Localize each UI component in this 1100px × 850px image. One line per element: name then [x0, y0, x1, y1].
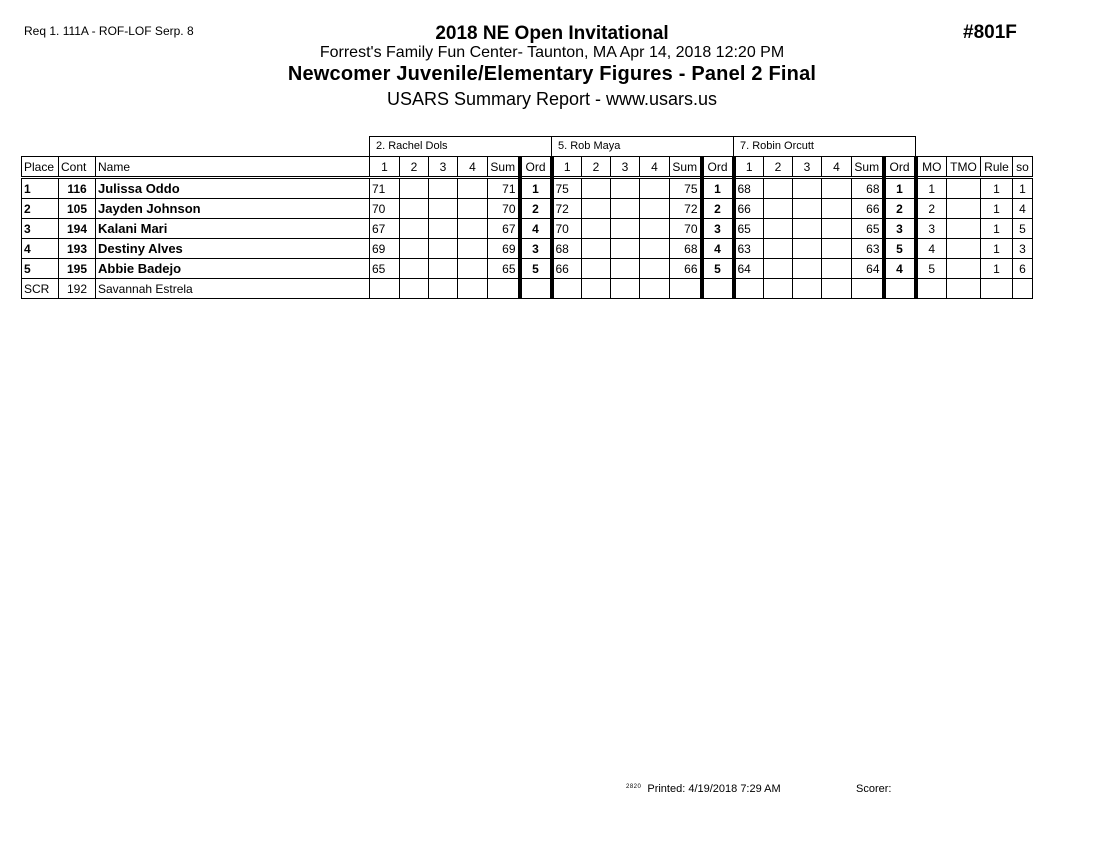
request-label: Req 1. 111A - ROF-LOF Serp. 8	[24, 24, 194, 38]
table-row	[22, 239, 1033, 259]
score-2	[582, 199, 611, 219]
col-judge3-4: 4	[822, 157, 852, 178]
so-cell: 3	[1013, 239, 1033, 259]
score-3	[793, 199, 822, 219]
contestant-number: 116	[59, 178, 96, 199]
score-sum: 65	[488, 259, 520, 279]
col-judge2-2: 2	[582, 157, 611, 178]
score-3	[429, 239, 458, 259]
mo-cell: 5	[916, 259, 947, 279]
results-table	[21, 136, 1033, 299]
ordinal: 2	[520, 199, 552, 219]
score-sum	[488, 279, 520, 299]
score-1: 71	[370, 178, 400, 199]
score-sum	[670, 279, 702, 299]
score-4	[822, 279, 852, 299]
contestant-number: 195	[59, 259, 96, 279]
ordinal: 4	[702, 239, 734, 259]
score-2	[400, 199, 429, 219]
score-3	[611, 199, 640, 219]
score-sum: 67	[488, 219, 520, 239]
col-judge3-sum: Sum	[852, 157, 884, 178]
col-judge1-4: 4	[458, 157, 488, 178]
col-place: Place	[22, 157, 59, 178]
score-1: 67	[370, 219, 400, 239]
skater-name: Savannah Estrela	[96, 279, 370, 299]
mo-cell: 2	[916, 199, 947, 219]
place-cell: 4	[22, 239, 59, 259]
judge-header-row	[22, 137, 1033, 157]
col-judge2-3: 3	[611, 157, 640, 178]
ordinal: 1	[884, 178, 916, 199]
score-3	[793, 279, 822, 299]
col-judge2-ord: Ord	[702, 157, 734, 178]
score-sum: 63	[852, 239, 884, 259]
event-subtitle: Newcomer Juvenile/Elementary Figures - Panel 2 Final	[287, 63, 817, 85]
col-cont: Cont	[59, 157, 96, 178]
skater-name: Abbie Badejo	[96, 259, 370, 279]
col-judge3-1: 1	[734, 157, 764, 178]
score-sum: 75	[670, 178, 702, 199]
tmo-cell	[947, 259, 981, 279]
rule-cell: 1	[981, 199, 1013, 219]
ordinal: 3	[520, 239, 552, 259]
ordinal: 3	[884, 219, 916, 239]
col-judge1-1: 1	[370, 157, 400, 178]
score-2	[764, 178, 793, 199]
score-sum: 69	[488, 239, 520, 259]
score-1	[552, 279, 582, 299]
score-3	[429, 178, 458, 199]
score-4	[822, 178, 852, 199]
score-3	[793, 239, 822, 259]
col-mo: MO	[916, 157, 947, 178]
ordinal	[702, 279, 734, 299]
so-cell: 5	[1013, 219, 1033, 239]
ordinal	[884, 279, 916, 299]
rule-cell: 1	[981, 178, 1013, 199]
rule-cell: 1	[981, 239, 1013, 259]
score-sum: 68	[852, 178, 884, 199]
score-sum: 68	[670, 239, 702, 259]
score-4	[640, 178, 670, 199]
score-3	[429, 259, 458, 279]
score-4	[640, 239, 670, 259]
event-number: #801F	[963, 22, 1017, 43]
score-sum: 70	[488, 199, 520, 219]
ordinal: 4	[884, 259, 916, 279]
score-4	[458, 279, 488, 299]
tmo-cell	[947, 219, 981, 239]
venue-date: Forrest's Family Fun Center- Taunton, MA Apr 14, 2018 12:20 PM	[319, 44, 785, 61]
col-judge3-3: 3	[793, 157, 822, 178]
judge-name: 2. Rachel Dols	[370, 137, 552, 157]
score-4	[822, 199, 852, 219]
ordinal: 2	[702, 199, 734, 219]
rule-cell: 1	[981, 259, 1013, 279]
score-2	[400, 178, 429, 199]
score-sum: 64	[852, 259, 884, 279]
so-cell: 1	[1013, 178, 1033, 199]
score-4	[458, 178, 488, 199]
col-judge1-sum: Sum	[488, 157, 520, 178]
score-2	[764, 239, 793, 259]
place-cell: 1	[22, 178, 59, 199]
score-1: 69	[370, 239, 400, 259]
ordinal: 3	[702, 219, 734, 239]
col-judge3-2: 2	[764, 157, 793, 178]
rule-cell: 1	[981, 219, 1013, 239]
skater-name: Jayden Johnson	[96, 199, 370, 219]
tmo-cell	[947, 199, 981, 219]
score-2	[582, 239, 611, 259]
col-tmo: TMO	[947, 157, 981, 178]
score-4	[458, 219, 488, 239]
col-judge2-1: 1	[552, 157, 582, 178]
score-1: 66	[734, 199, 764, 219]
score-4	[640, 199, 670, 219]
skater-name: Destiny Alves	[96, 239, 370, 259]
score-1: 70	[552, 219, 582, 239]
table-row	[22, 219, 1033, 239]
score-2	[400, 219, 429, 239]
col-judge1-ord: Ord	[520, 157, 552, 178]
score-1: 64	[734, 259, 764, 279]
mo-cell: 3	[916, 219, 947, 239]
footer-code: 2820	[626, 784, 642, 790]
place-cell: 3	[22, 219, 59, 239]
score-sum	[852, 279, 884, 299]
col-so: so	[1013, 157, 1033, 178]
score-2	[400, 279, 429, 299]
ordinal: 4	[520, 219, 552, 239]
score-3	[611, 239, 640, 259]
ordinal: 1	[520, 178, 552, 199]
score-1: 70	[370, 199, 400, 219]
score-3	[429, 279, 458, 299]
score-sum: 70	[670, 219, 702, 239]
score-2	[764, 199, 793, 219]
score-4	[640, 279, 670, 299]
so-cell: 6	[1013, 259, 1033, 279]
score-1: 65	[370, 259, 400, 279]
place-cell: SCR	[22, 279, 59, 299]
ordinal: 5	[702, 259, 734, 279]
ordinal: 2	[884, 199, 916, 219]
ordinal: 5	[520, 259, 552, 279]
score-2	[400, 259, 429, 279]
col-judge2-4: 4	[640, 157, 670, 178]
score-3	[429, 199, 458, 219]
contestant-number: 192	[59, 279, 96, 299]
rule-cell	[981, 279, 1013, 299]
judge-name: 5. Rob Maya	[552, 137, 734, 157]
score-2	[582, 178, 611, 199]
col-judge2-sum: Sum	[670, 157, 702, 178]
score-2	[582, 279, 611, 299]
score-1: 63	[734, 239, 764, 259]
contestant-number: 105	[59, 199, 96, 219]
mo-cell: 1	[916, 178, 947, 199]
table-row	[22, 199, 1033, 219]
score-4	[640, 219, 670, 239]
col-judge3-ord: Ord	[884, 157, 916, 178]
score-sum: 71	[488, 178, 520, 199]
skater-name: Julissa Oddo	[96, 178, 370, 199]
ordinal: 1	[702, 178, 734, 199]
score-4	[458, 199, 488, 219]
so-cell: 4	[1013, 199, 1033, 219]
printed-text: Printed: 4/19/2018 7:29 AM	[647, 783, 781, 795]
score-3	[611, 178, 640, 199]
column-header-row	[22, 157, 1033, 178]
score-2	[400, 239, 429, 259]
score-2	[764, 219, 793, 239]
score-1: 65	[734, 219, 764, 239]
report-name: USARS Summary Report - www.usars.us	[386, 89, 718, 109]
score-3	[611, 259, 640, 279]
score-3	[611, 279, 640, 299]
col-rule: Rule	[981, 157, 1013, 178]
score-2	[764, 259, 793, 279]
judge-name: 7. Robin Orcutt	[734, 137, 916, 157]
score-sum: 66	[670, 259, 702, 279]
score-sum: 65	[852, 219, 884, 239]
contestant-number: 194	[59, 219, 96, 239]
ordinal: 5	[884, 239, 916, 259]
skater-name: Kalani Mari	[96, 219, 370, 239]
score-4	[458, 239, 488, 259]
score-1	[370, 279, 400, 299]
table-row	[22, 259, 1033, 279]
score-3	[793, 259, 822, 279]
score-1: 68	[734, 178, 764, 199]
score-3	[611, 219, 640, 239]
score-sum: 72	[670, 199, 702, 219]
score-3	[429, 219, 458, 239]
tmo-cell	[947, 239, 981, 259]
score-1: 66	[552, 259, 582, 279]
printed-timestamp	[626, 783, 781, 795]
score-4	[640, 259, 670, 279]
score-4	[822, 259, 852, 279]
score-4	[822, 239, 852, 259]
col-judge1-3: 3	[429, 157, 458, 178]
score-1: 72	[552, 199, 582, 219]
so-cell	[1013, 279, 1033, 299]
place-cell: 2	[22, 199, 59, 219]
score-2	[764, 279, 793, 299]
score-2	[582, 219, 611, 239]
score-4	[458, 259, 488, 279]
tmo-cell	[947, 279, 981, 299]
place-cell: 5	[22, 259, 59, 279]
score-sum: 66	[852, 199, 884, 219]
mo-cell: 4	[916, 239, 947, 259]
scorer-label: Scorer:	[856, 783, 892, 795]
score-2	[582, 259, 611, 279]
tmo-cell	[947, 178, 981, 199]
table-row	[22, 178, 1033, 199]
score-1	[734, 279, 764, 299]
mo-cell	[916, 279, 947, 299]
page-title: 2018 NE Open Invitational	[435, 23, 669, 44]
col-judge1-2: 2	[400, 157, 429, 178]
score-1: 75	[552, 178, 582, 199]
contestant-number: 193	[59, 239, 96, 259]
ordinal	[520, 279, 552, 299]
table-row	[22, 279, 1033, 299]
score-1: 68	[552, 239, 582, 259]
score-4	[822, 219, 852, 239]
score-3	[793, 178, 822, 199]
score-3	[793, 219, 822, 239]
col-name: Name	[96, 157, 370, 178]
